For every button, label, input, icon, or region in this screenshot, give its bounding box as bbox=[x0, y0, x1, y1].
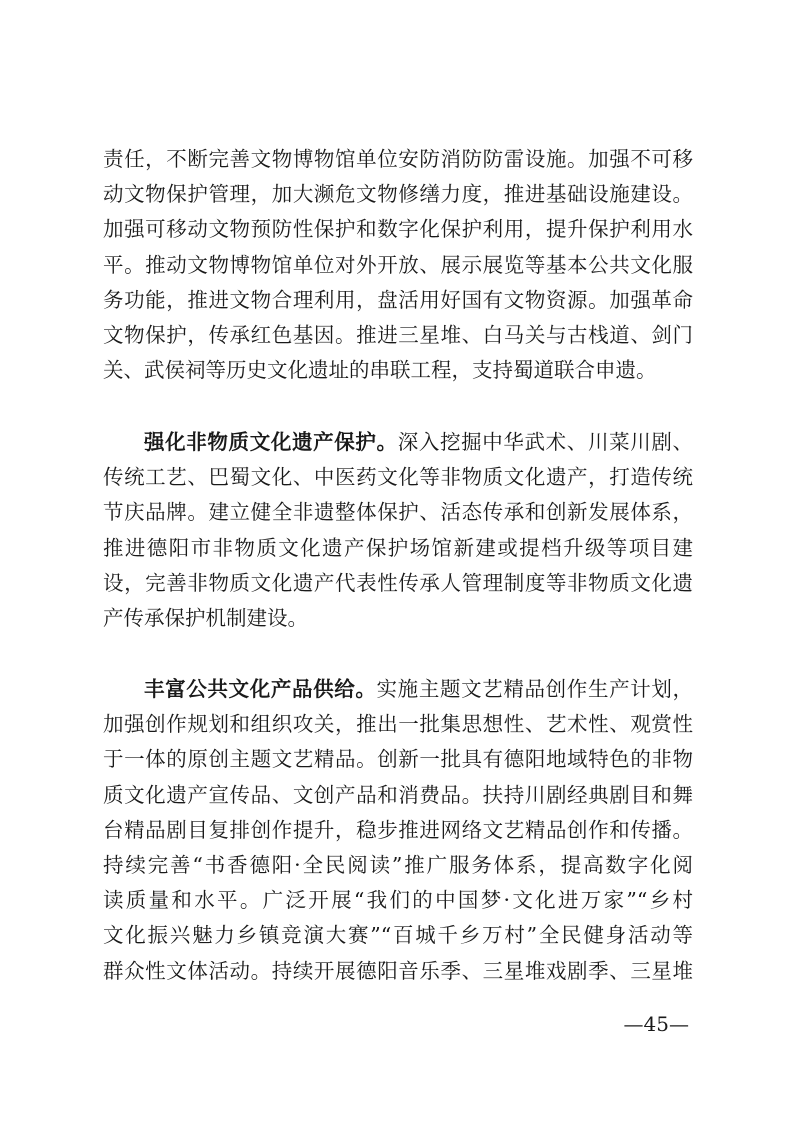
text-line: 平。推动文物博物馆单位对外开放、展示展览等基本公共文化服 bbox=[103, 252, 693, 277]
text-line: 台精品剧目复排创作提升，稳步推进网络文艺精品创作和传播。 bbox=[103, 817, 693, 842]
text-line: 节庆品牌。建立健全非遗整体保护、活态传承和创新发展体系， bbox=[103, 500, 693, 525]
text-line: 质文化遗产宣传品、文创产品和消费品。扶持川剧经典剧目和舞 bbox=[103, 782, 693, 807]
text-line: 关、武侯祠等历史文化遗址的串联工程，支持蜀道联合申遗。 bbox=[103, 358, 657, 383]
text-line: 产传承保护机制建设。 bbox=[103, 606, 308, 631]
page-number: —45— bbox=[623, 1012, 689, 1036]
text-line: 务功能，推进文物合理利用，盘活用好国有文物资源。加强革命 bbox=[103, 287, 693, 312]
text-line: 传统工艺、巴蜀文化、中医药文化等非物质文化遗产，打造传统 bbox=[103, 465, 693, 490]
paragraph-cultural-relics bbox=[103, 142, 693, 388]
text-run: 深入挖掘中华武术、川菜川剧、 bbox=[397, 430, 694, 454]
text-line: 群众性文体活动。持续开展德阳音乐季、三星堆戏剧季、三星堆 bbox=[103, 958, 693, 983]
text-line: 动文物保护管理，加大濒危文物修缮力度，推进基础设施建设。 bbox=[103, 182, 693, 207]
text-line: 责任，不断完善文物博物馆单位安防消防防雷设施。加强不可移 bbox=[103, 147, 693, 171]
text-line bbox=[103, 425, 693, 460]
text-line: 文化振兴魅力乡镇竞演大赛”“百城千乡万村”全民健身活动等 bbox=[103, 923, 693, 948]
text-line: 持续完善“书香德阳·全民阅读”推广服务体系，提高数字化阅 bbox=[103, 853, 693, 878]
paragraph-heading: 丰富公共文化产品供给。 bbox=[144, 677, 377, 701]
text-line bbox=[103, 672, 693, 707]
text-line: 读质量和水平。广泛开展“我们的中国梦·文化进万家”“乡村 bbox=[103, 888, 693, 913]
text-line: 加强可移动文物预防性保护和数字化保护利用，提升保护利用水 bbox=[103, 217, 693, 242]
paragraph-public-culture bbox=[103, 672, 693, 989]
text-line: 文物保护，传承红色基因。推进三星堆、白马关与古栈道、剑门 bbox=[103, 323, 693, 348]
text-line: 设，完善非物质文化遗产代表性传承人管理制度等非物质文化遗 bbox=[103, 570, 693, 595]
paragraph-intangible-heritage bbox=[103, 425, 693, 636]
text-line: 推进德阳市非物质文化遗产保护场馆新建或提档升级等项目建 bbox=[103, 535, 693, 560]
paragraph-heading: 强化非物质文化遗产保护。 bbox=[144, 430, 398, 454]
text-line: 加强创作规划和组织攻关，推出一批集思想性、艺术性、观赏性 bbox=[103, 712, 693, 737]
text-line: 于一体的原创主题文艺精品。创新一批具有德阳地域特色的非物 bbox=[103, 747, 693, 772]
text-run: 实施主题文艺精品创作生产计划， bbox=[376, 677, 694, 701]
